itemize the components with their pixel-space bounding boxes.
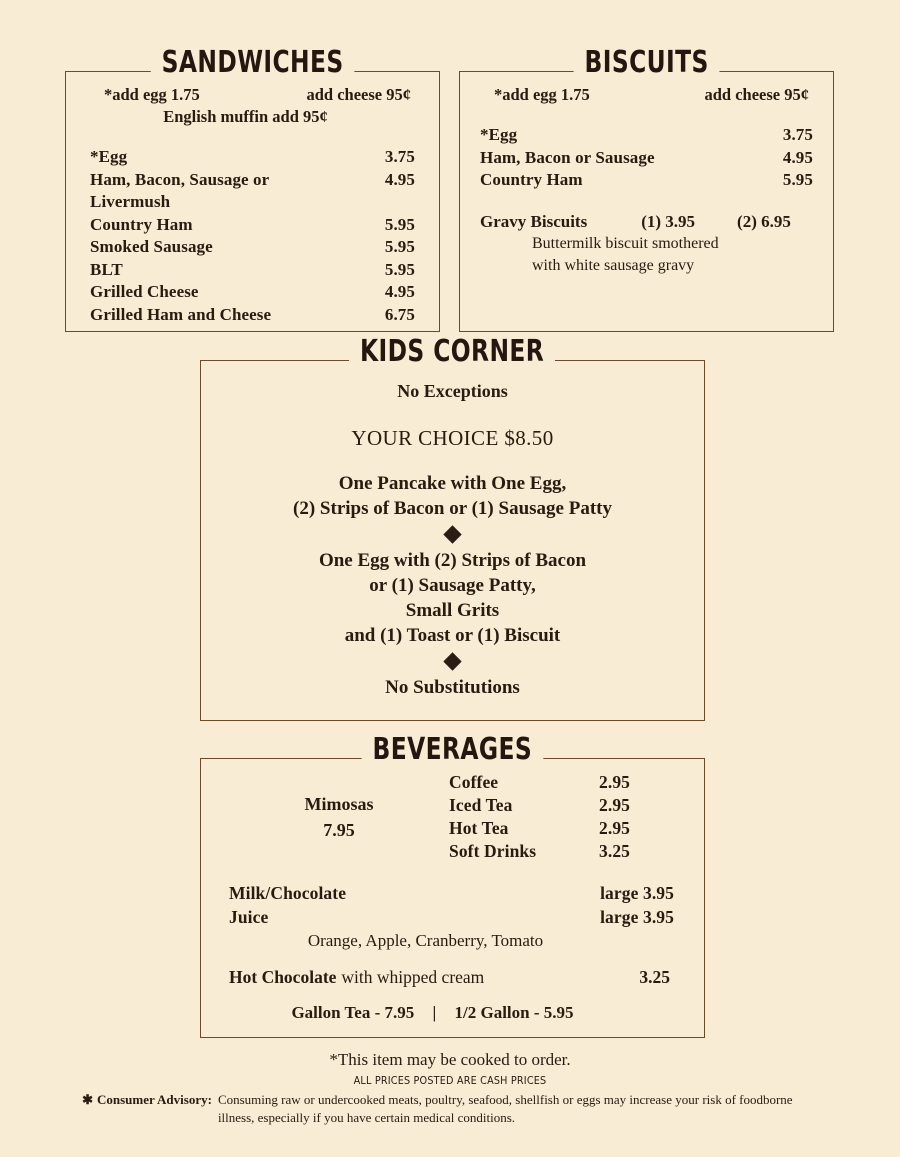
section-beverages bbox=[200, 732, 705, 1038]
gravy-biscuits-price-two: (2) 6.95 bbox=[737, 211, 791, 231]
juice-flavors: Orange, Apple, Cranberry, Tomato bbox=[307, 931, 544, 950]
menu-item-row bbox=[480, 124, 813, 147]
menu-item-row bbox=[449, 794, 704, 817]
diamond-separator-icon bbox=[443, 652, 461, 670]
gallon-tea-row bbox=[201, 1001, 704, 1025]
gallon-tea-separator: | bbox=[432, 1003, 437, 1022]
menu-item-row bbox=[480, 169, 813, 192]
hot-chocolate-price: 3.25 bbox=[639, 967, 670, 987]
gravy-biscuits-price-one: (1) 3.95 bbox=[641, 211, 696, 231]
section-title-text: BEVERAGES bbox=[362, 733, 543, 767]
menu-item-name: Hot Tea bbox=[449, 818, 509, 838]
menu-item-price: 2.95 bbox=[599, 772, 631, 792]
beverage-mimosas-price: 7.95 bbox=[323, 820, 355, 840]
menu-item-price: 2.95 bbox=[599, 795, 631, 815]
biscuits-addons bbox=[480, 84, 813, 106]
sandwiches-addons bbox=[90, 84, 415, 128]
menu-item-price: 2.95 bbox=[599, 818, 631, 838]
menu-item-name: Country Ham bbox=[480, 170, 583, 189]
menu-item-price: 4.95 bbox=[782, 147, 813, 167]
kids-your-choice-price: YOUR CHOICE $8.50 bbox=[351, 426, 554, 450]
gravy-biscuits-desc-line1: Buttermilk biscuit smothered bbox=[532, 234, 719, 252]
kids-option-1-line-1: One Pancake with One Egg, bbox=[338, 473, 567, 494]
menu-item-name: *Egg bbox=[480, 125, 518, 144]
menu-item-price: large 3.95 bbox=[600, 907, 674, 927]
beverages-mid-group bbox=[201, 881, 704, 929]
asterisk-icon: ✱ bbox=[82, 1092, 93, 1107]
menu-item-name: Juice bbox=[229, 907, 269, 927]
sandwiches-addon-egg: *add egg 1.75 bbox=[104, 85, 200, 104]
footer-cooked-to-order: *This item may be cooked to order. bbox=[329, 1050, 571, 1069]
menu-item-row bbox=[229, 905, 674, 929]
menu-item-price: 5.95 bbox=[384, 214, 415, 234]
menu-item-name: Milk/Chocolate bbox=[229, 883, 347, 903]
advisory-line-1: Consuming raw or undercooked meats, poultry, seafood, shellfish or eggs may increase your bbox=[217, 1092, 700, 1107]
sandwiches-item-list bbox=[90, 146, 415, 326]
section-title-text: SANDWICHES bbox=[151, 46, 355, 80]
menu-item-price: 4.95 bbox=[384, 282, 415, 301]
hot-chocolate-desc: with whipped cream bbox=[341, 967, 485, 987]
kids-option-2-line-1: One Egg with (2) Strips of Bacon bbox=[318, 550, 587, 571]
section-title-text: KIDS CORNER bbox=[349, 335, 555, 369]
menu-item-row bbox=[480, 147, 813, 170]
menu-item-price: 5.95 bbox=[782, 170, 813, 189]
gravy-biscuits-name: Gravy Biscuits bbox=[480, 211, 588, 231]
section-biscuits bbox=[459, 45, 834, 332]
menu-item-row bbox=[90, 146, 415, 169]
menu-item-row bbox=[90, 214, 415, 237]
menu-item-name: Grilled Ham and Cheese bbox=[90, 304, 272, 324]
sandwiches-addon-muffin: English muffin add 95¢ bbox=[163, 107, 328, 126]
biscuits-item-list bbox=[480, 124, 813, 192]
menu-item-name: Ham, Bacon, Sausage or Livermush bbox=[90, 169, 269, 211]
kids-no-exceptions: No Exceptions bbox=[397, 381, 508, 401]
section-sandwiches bbox=[65, 45, 440, 332]
beverage-mimosas-name: Mimosas bbox=[304, 794, 374, 814]
diamond-separator-icon bbox=[443, 525, 461, 543]
gravy-biscuits-row bbox=[480, 210, 813, 233]
menu-item-row bbox=[90, 304, 415, 327]
menu-item-name: BLT bbox=[90, 259, 123, 279]
section-kids-corner bbox=[200, 334, 705, 721]
menu-item-row bbox=[90, 169, 415, 214]
footer-cash-prices: ALL PRICES POSTED ARE CASH PRICES bbox=[353, 1075, 547, 1087]
gallon-tea-half: 1/2 Gallon - 5.95 bbox=[454, 1003, 574, 1022]
menu-item-name: Coffee bbox=[449, 772, 499, 792]
kids-option-2-line-2: or (1) Sausage Patty, bbox=[369, 575, 536, 596]
footer bbox=[0, 1048, 900, 1127]
footer-consumer-advisory bbox=[0, 1091, 900, 1127]
menu-item-name: Soft Drinks bbox=[449, 841, 537, 861]
kids-no-substitutions: No Substitutions bbox=[385, 677, 520, 698]
beverage-mimosas bbox=[229, 791, 449, 843]
sandwiches-addon-cheese: add cheese 95¢ bbox=[306, 85, 411, 104]
kids-option-2-line-4: and (1) Toast or (1) Biscuit bbox=[344, 625, 561, 646]
biscuits-addon-cheese: add cheese 95¢ bbox=[704, 85, 809, 104]
menu-item-row bbox=[90, 281, 415, 304]
menu-item-price: 4.95 bbox=[384, 169, 415, 189]
kids-option-2-line-3: Small Grits bbox=[405, 600, 500, 621]
menu-item-name: *Egg bbox=[90, 147, 128, 166]
menu-item-row bbox=[90, 236, 415, 259]
menu-item-row bbox=[90, 259, 415, 282]
kids-option-1-line-2: (2) Strips of Bacon or (1) Sausage Patty bbox=[293, 498, 612, 519]
section-title-text: BISCUITS bbox=[573, 46, 719, 80]
menu-item-price: 6.75 bbox=[384, 304, 415, 324]
biscuits-addon-egg: *add egg 1.75 bbox=[494, 85, 590, 104]
menu-item-row bbox=[229, 881, 674, 905]
menu-item-name: Iced Tea bbox=[449, 795, 513, 815]
menu-item-name: Grilled Cheese bbox=[90, 282, 199, 301]
beverages-top-group bbox=[201, 771, 704, 863]
menu-item-row bbox=[449, 840, 704, 863]
menu-item-name: Ham, Bacon or Sausage bbox=[480, 147, 655, 167]
menu-item-name: Country Ham bbox=[90, 214, 193, 234]
menu-item-name: Smoked Sausage bbox=[90, 237, 213, 256]
menu-item-price: 3.75 bbox=[782, 125, 813, 144]
hot-chocolate-name: Hot Chocolate bbox=[229, 967, 337, 987]
menu-item-price: 5.95 bbox=[384, 259, 415, 279]
menu-item-row bbox=[449, 771, 704, 794]
menu-item-price: 3.75 bbox=[384, 147, 415, 166]
advisory-body bbox=[218, 1091, 818, 1127]
gravy-biscuits-desc-line2: with white sausage gravy bbox=[532, 256, 695, 274]
gallon-tea-full: Gallon Tea - 7.95 bbox=[291, 1003, 415, 1022]
menu-item-row bbox=[449, 817, 704, 840]
menu-item-price: 5.95 bbox=[384, 237, 415, 256]
menu-item-price: 3.25 bbox=[599, 841, 631, 861]
menu-item-price: large 3.95 bbox=[600, 883, 674, 903]
beverage-hot-chocolate bbox=[201, 965, 704, 989]
advisory-label: Consumer Advisory: bbox=[96, 1092, 212, 1107]
advisory-line-2: risk of foodborne illness, especially if you have certain medical conditions. bbox=[217, 1092, 793, 1125]
beverages-hot-cold-list bbox=[449, 771, 704, 863]
